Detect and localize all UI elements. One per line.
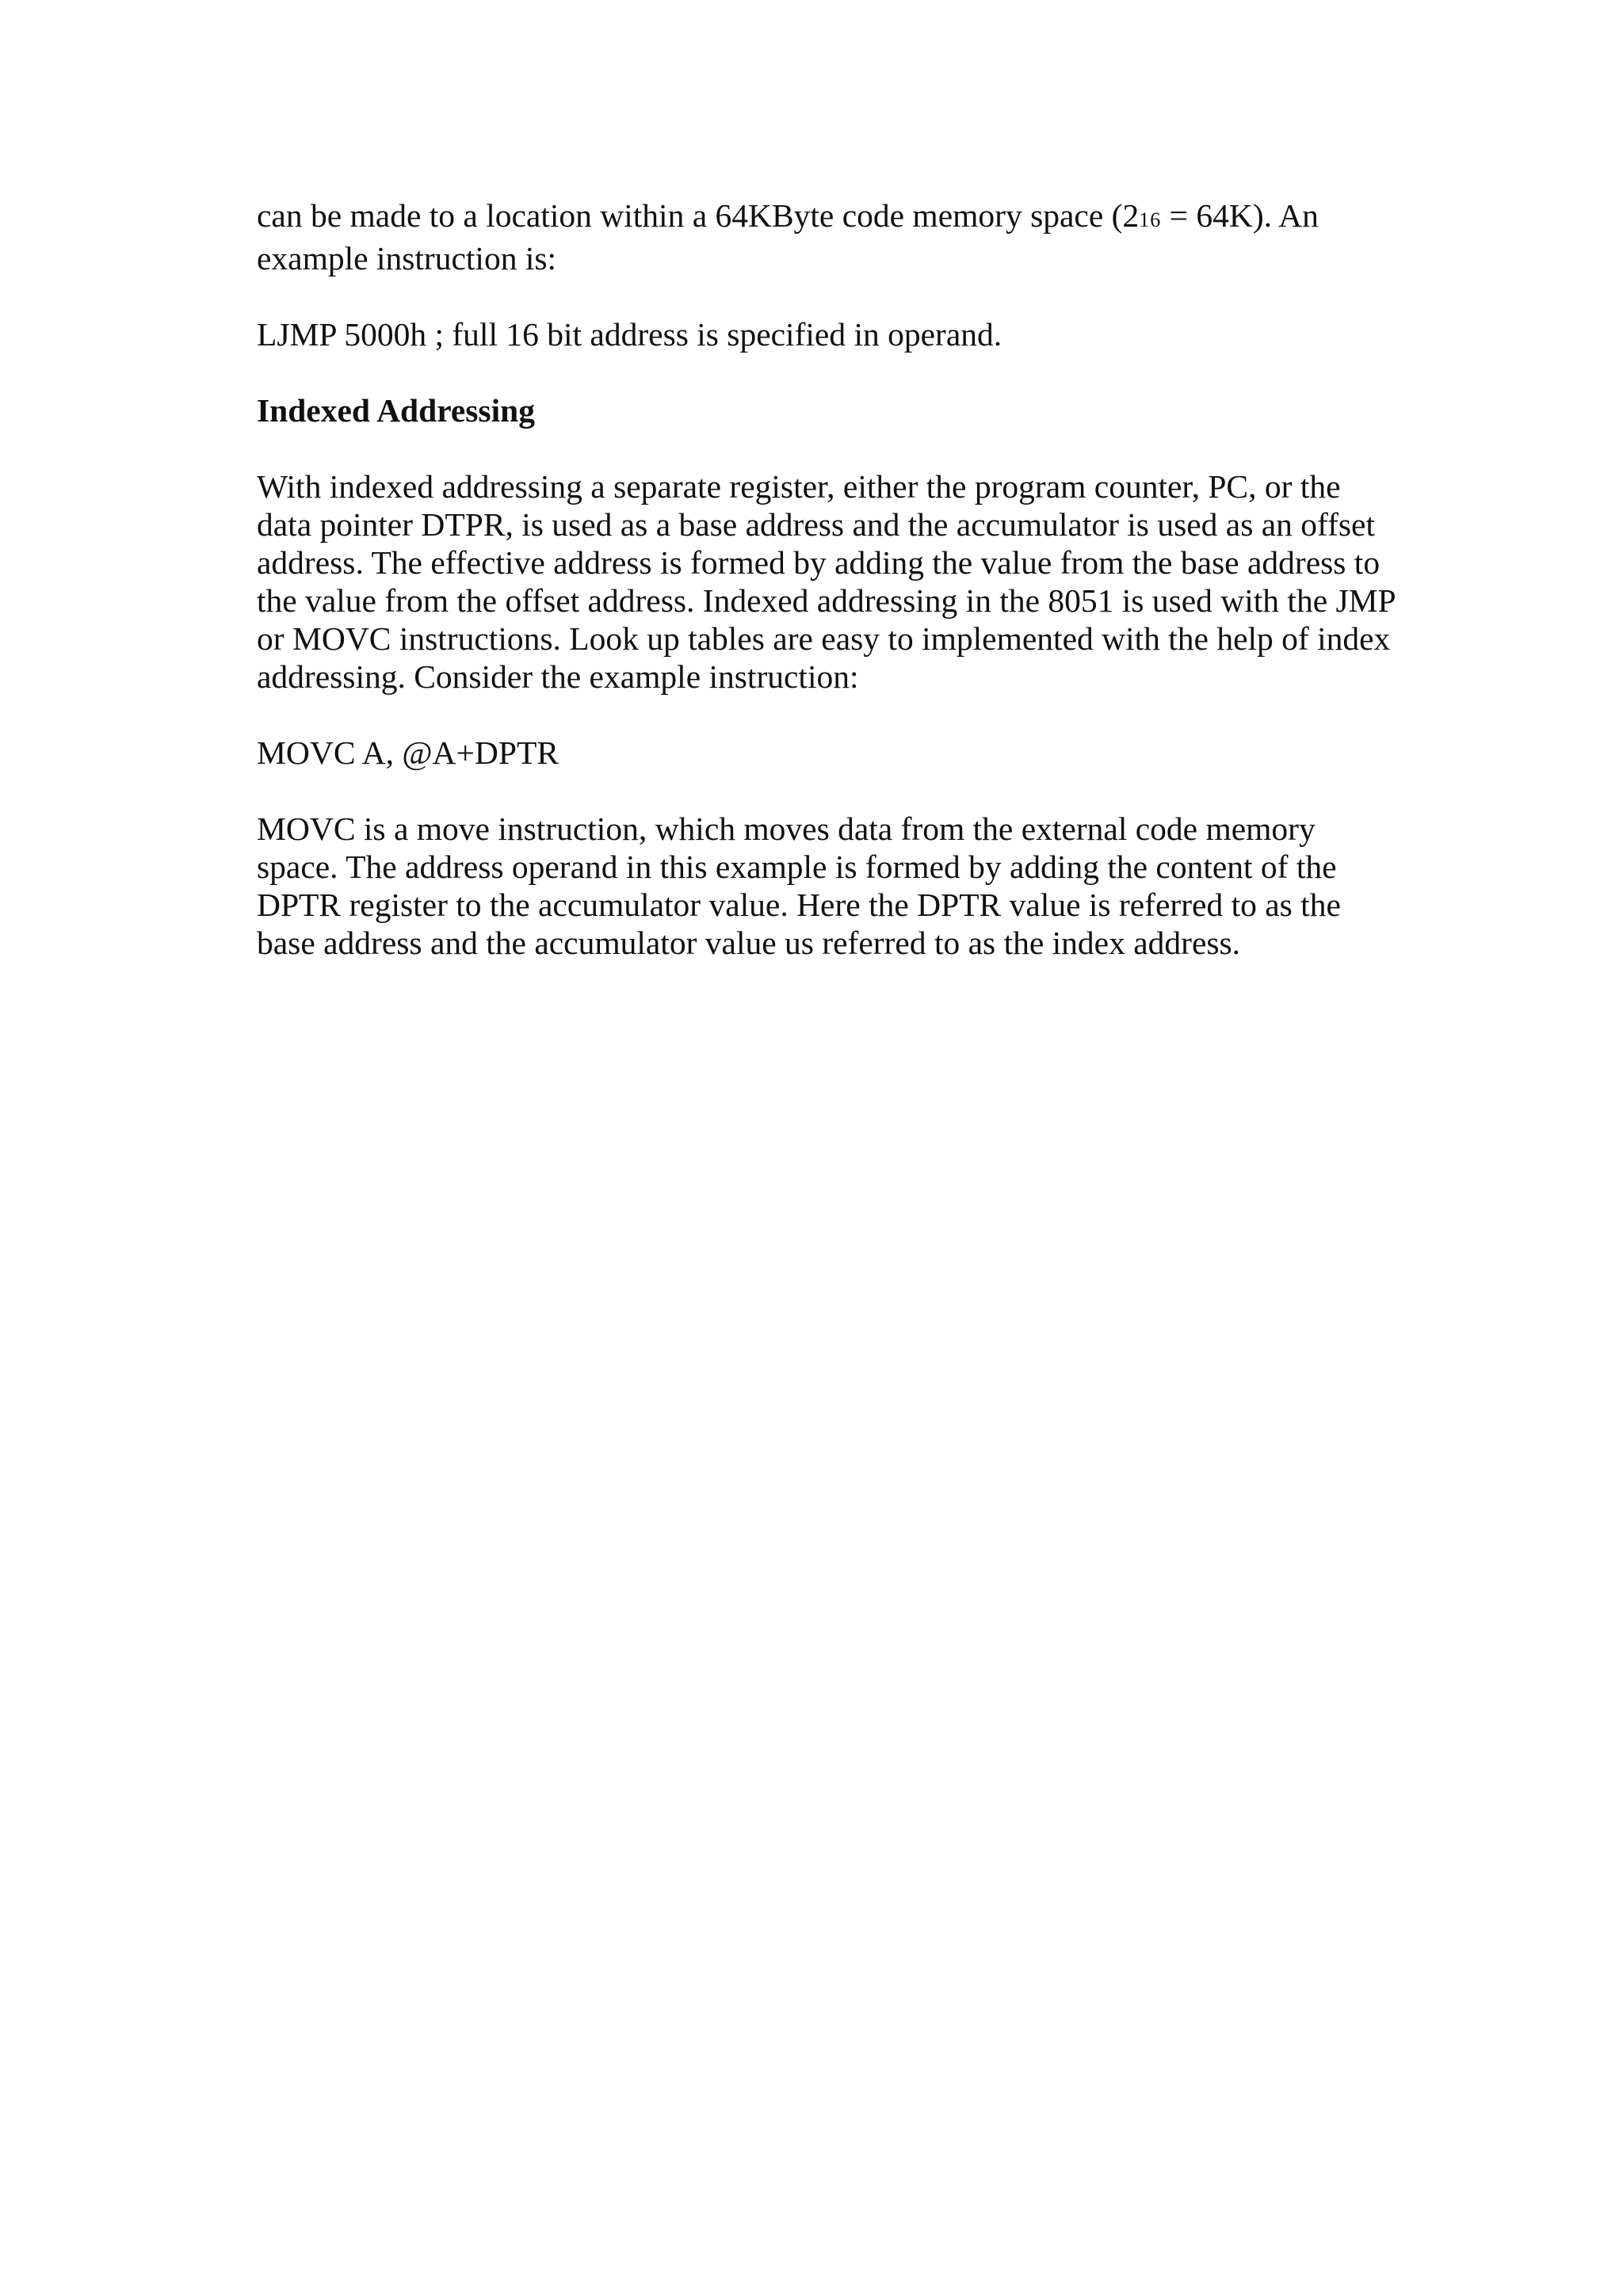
- intro-text-end: = 64K). An example instruction is:: [257, 197, 1319, 277]
- section-heading: Indexed Addressing: [257, 392, 535, 429]
- movc-paragraph: MOVC is a move instruction, which moves data from the external code memory space. The address operand in this example is formed by adding the content of the DPTR register to the accumulator value. Here the DPTR value is referred to as the base address and the accumulator value us referred to as the index address.: [257, 810, 1341, 961]
- indexed-paragraph: With indexed addressing a separate register, either the program counter, PC, or the data pointer DTPR, is used as a base address and the accumulator is used as an offset address. The effective address is formed by adding the value from the base address to the value from the offset address. Indexed addressing in the 8051 is used with the JMP or MOVC instructions. Look up tables are easy to implemented with the help of index addressing. Consider the example instruction:: [257, 468, 1396, 695]
- intro-subscript: 16: [1139, 208, 1162, 231]
- document-page: [257, 196, 1398, 1000]
- ljmp-example: LJMP 5000h ; full 16 bit address is specified in operand.: [257, 316, 1002, 353]
- intro-paragraph: [257, 196, 1398, 277]
- intro-text-start: can be made to a location within a 64KByte code memory space (: [257, 197, 1123, 234]
- intro-base: 2: [1122, 197, 1140, 234]
- movc-example: MOVC A, @A+DPTR: [257, 734, 559, 771]
